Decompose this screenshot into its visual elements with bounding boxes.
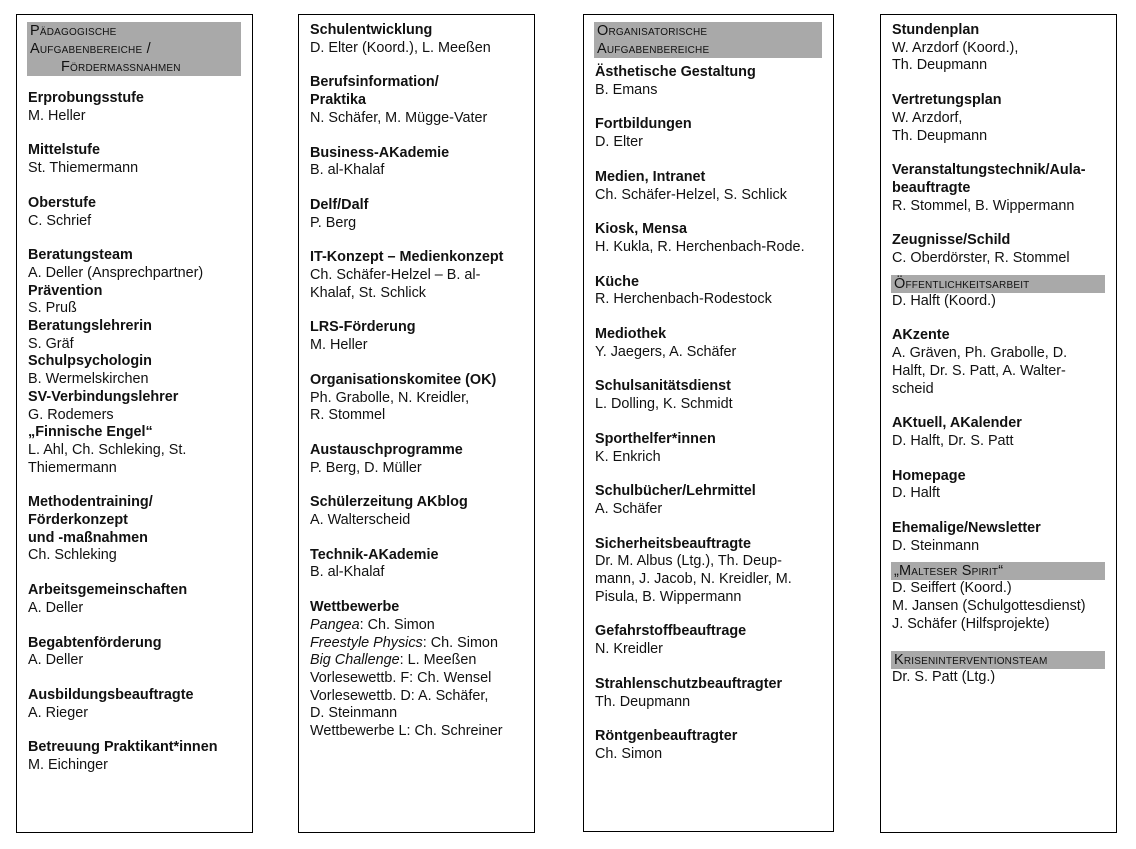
- list-item: Röntgenbeauftragter Ch. Simon: [595, 728, 738, 762]
- list-item: Sporthelfer*innen K. Enkrich: [595, 430, 716, 465]
- wettbewerb-line: Vorlesewettb. F: Ch. Wensel: [310, 669, 492, 686]
- section-header-oeffentlichkeitsarbeit: Öffentlichkeitsarbeit: [891, 275, 1105, 293]
- list-item: Vertretungsplan W. Arzdorf, Th. Deupmann: [892, 92, 1002, 144]
- band-line-1: Organisatorische: [597, 23, 708, 39]
- list-item: Organisationskomitee (OK) Ph. Grabolle, N. Kreidler, R. Stommel: [310, 371, 497, 424]
- list-item: Prävention S. Pruß: [28, 282, 103, 317]
- list-item: AKzente A. Gräven, Ph. Grabolle, D. Halft, Dr. S. Patt, A. Walter- scheid: [892, 327, 1068, 397]
- list-item: Fortbildungen D. Elter: [595, 116, 692, 151]
- list-item: Gefahrstoffbeauftrage N. Kreidler: [595, 623, 747, 658]
- oeffentlichkeitsarbeit-text: D. Halft (Koord.): [892, 292, 996, 309]
- list-item: Betreuung Praktikant*innen M. Eichinger: [28, 739, 218, 774]
- list-item: Schulsanitätsdienst L. Dolling, K. Schmidt: [595, 378, 733, 413]
- list-item: Küche R. Herchenbach-Rodestock: [595, 273, 772, 308]
- band-line-2: Aufgabenbereiche: [597, 41, 710, 57]
- list-item: Arbeitsgemeinschaften A. Deller: [28, 582, 188, 616]
- band-line-2: Aufgabenbereiche /: [30, 41, 151, 57]
- list-item: Beratungslehrerin S. Gräf: [28, 318, 152, 352]
- list-item: Ausbildungsbeauftragte A. Rieger: [28, 686, 194, 721]
- band-line-3: Fördermaßnahmen: [61, 59, 181, 75]
- list-item: Oberstufe C. Schrief: [28, 194, 96, 229]
- list-item: Austauschprogramme P. Berg, D. Müller: [310, 441, 463, 476]
- wettbewerb-line: Freestyle Physics: Ch. Simon: [310, 634, 498, 651]
- list-item: AKtuell, AKalender D. Halft, Dr. S. Patt: [892, 415, 1022, 449]
- list-item: Mittelstufe St. Thiemermann: [28, 142, 139, 177]
- list-item: Schulbücher/Lehrmittel A. Schäfer: [595, 483, 756, 517]
- wettbewerbe-heading: Wettbewerbe: [310, 599, 400, 616]
- list-item: Business-AKademie B. al-Khalaf: [310, 144, 450, 179]
- list-item: Sicherheitsbeauftragte Dr. M. Albus (Ltg.), Th. Deup- mann, J. Jacob, N. Kreidler, M. Pisula, B. Wippermann: [595, 535, 792, 605]
- list-item: Zeugnisse/Schild C. Oberdörster, R. Stommel: [892, 232, 1070, 267]
- wettbewerb-line: Wettbewerbe L: Ch. Schreiner: [310, 723, 503, 740]
- section-header-organisatorische: [594, 22, 822, 58]
- list-item: Delf/Dalf P. Berg: [310, 196, 369, 231]
- band-line-1: Pädagogische: [30, 23, 117, 39]
- wettbewerb-line: Big Challenge: L. Meeßen: [310, 652, 477, 669]
- malteser-spirit-text: D. Seiffert (Koord.) M. Jansen (Schulgottesdienst) J. Schäfer (Hilfsprojekte): [892, 580, 1086, 632]
- list-item: Schulentwicklung D. Elter (Koord.), L. Meeßen: [310, 22, 491, 56]
- list-item: Schulpsychologin B. Wermelskirchen: [28, 353, 152, 388]
- list-item: Veranstaltungstechnik/Aula- beauftragte R. Stommel, B. Wippermann: [892, 162, 1086, 214]
- list-item: Mediothek Y. Jaegers, A. Schäfer: [595, 326, 737, 360]
- list-item: Ehemalige/Newsletter D. Steinmann: [892, 520, 1041, 554]
- list-item: Strahlenschutzbeauftragter Th. Deupmann: [595, 675, 783, 710]
- list-item: IT-Konzept – Medienkonzept Ch. Schäfer-Helzel – B. al- Khalaf, St. Schlick: [310, 249, 504, 301]
- list-item: Ästhetische Gestaltung B. Emans: [595, 64, 756, 98]
- section-header-malteser-spirit: „Malteser Spirit“: [891, 562, 1105, 580]
- list-item: Berufsinformation/ Praktika N. Schäfer, M. Mügge-Vater: [310, 74, 488, 126]
- list-item: Schülerzeitung AKblog A. Walterscheid: [310, 494, 468, 529]
- wettbewerbe-block: [310, 599, 523, 741]
- column-planung-oeffentlichkeit: [880, 14, 1117, 833]
- list-item: Beratungsteam A. Deller (Ansprechpartner): [28, 247, 204, 281]
- wettbewerb-line: D. Steinmann: [310, 705, 398, 722]
- list-item: Medien, Intranet Ch. Schäfer-Helzel, S. Schlick: [595, 168, 787, 203]
- wettbewerb-line: Pangea: Ch. Simon: [310, 616, 435, 633]
- section-header-kriseninterventionsteam: Kriseninterventionsteam: [891, 651, 1105, 669]
- list-item: LRS-Förderung M. Heller: [310, 319, 416, 354]
- list-item: Methodentraining/ Förderkonzept und -maßnahmen Ch. Schleking: [28, 494, 153, 564]
- section-header-paedagogische: [27, 22, 241, 76]
- list-item: Technik-AKademie B. al-Khalaf: [310, 546, 439, 581]
- list-item: Stundenplan W. Arzdorf (Koord.), Th. Deupmann: [892, 22, 1019, 74]
- list-item: Homepage D. Halft: [892, 467, 966, 502]
- column-paedagogische: [16, 14, 253, 833]
- list-item: Erprobungsstufe M. Heller: [28, 90, 144, 124]
- column-organisatorische: [583, 14, 834, 832]
- kriseninterventionsteam-text: Dr. S. Patt (Ltg.): [892, 668, 996, 685]
- list-item: Kiosk, Mensa H. Kukla, R. Herchenbach-Rode.: [595, 221, 805, 255]
- column-entwicklung: [298, 14, 535, 833]
- list-item: „Finnische Engel“ L. Ahl, Ch. Schleking, St. Thiemermann: [28, 424, 187, 476]
- list-item: SV-Verbindungslehrer G. Rodemers: [28, 388, 179, 423]
- wettbewerb-line: Vorlesewettb. D: A. Schäfer,: [310, 687, 489, 704]
- list-item: Begabtenförderung A. Deller: [28, 634, 162, 669]
